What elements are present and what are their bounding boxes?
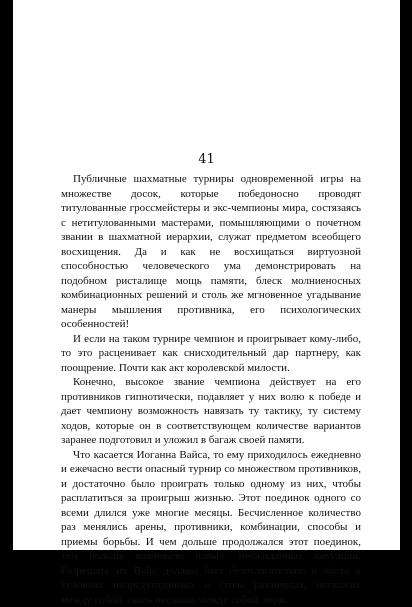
paragraph-3: Конечно, высокое звание чемпиона действует на его противников гипнотически, подавляет у них волю к победе и дает чемпиону возможность навязать ту тактику, ту систему ходов, которые он в соответствующем количестве вариантов заранее подготовил и уложил в багаж своей памяти. xyxy=(61,375,361,448)
paragraph-4: Что касается Иоганна Вайса, то ему приходилось ежедневно и ежечасно вести опасный турнир со множеством противников, и достаточно было проиграть только одному из них, чтобы расплатиться за проигрыш жизнью. Этот поединок одного со всеми длился уже многие месяцы. Бесчисленное количество раз менялись арены, противники, комбинации, способы и приемы борьбы. И чем дольше продолжался этот поединок, тем больше возникало новых, неожиданных ситуаций. Разрешать их Вайс должен был безотлагательно и часто в условиях непредугаданных и столь различных, несхожих между собой, сколь несхожи между собой люди. xyxy=(61,448,361,607)
paragraph-1: Публичные шахматные турниры одновременной игры на множестве досок, которые победоносно проводят титулованные гроссмейстеры и экс-чемпионы мира, состязаясь с нетитулованными мастерами, помышляющими о почетном звании в шахматной иерархии, служат предметом всеобщего восхищения. Да и как не восхищаться виртуозной способностью человеческого ума демонстрировать на подобном ристалище мощь памяти, блеск молниеносных комбинационных решений и столь же мгновенное угадывание манеры мышления противника, его психологических особенностей! xyxy=(61,172,361,332)
book-page xyxy=(13,0,400,550)
paragraph-2: И если на таком турнире чемпион и проигрывает кому-либо, то это расценивает как снисходительный дар партнеру, как поощрение. Почти как акт королевской милости. xyxy=(61,332,361,376)
page-number: 41 xyxy=(13,152,400,167)
page-text xyxy=(61,172,361,607)
